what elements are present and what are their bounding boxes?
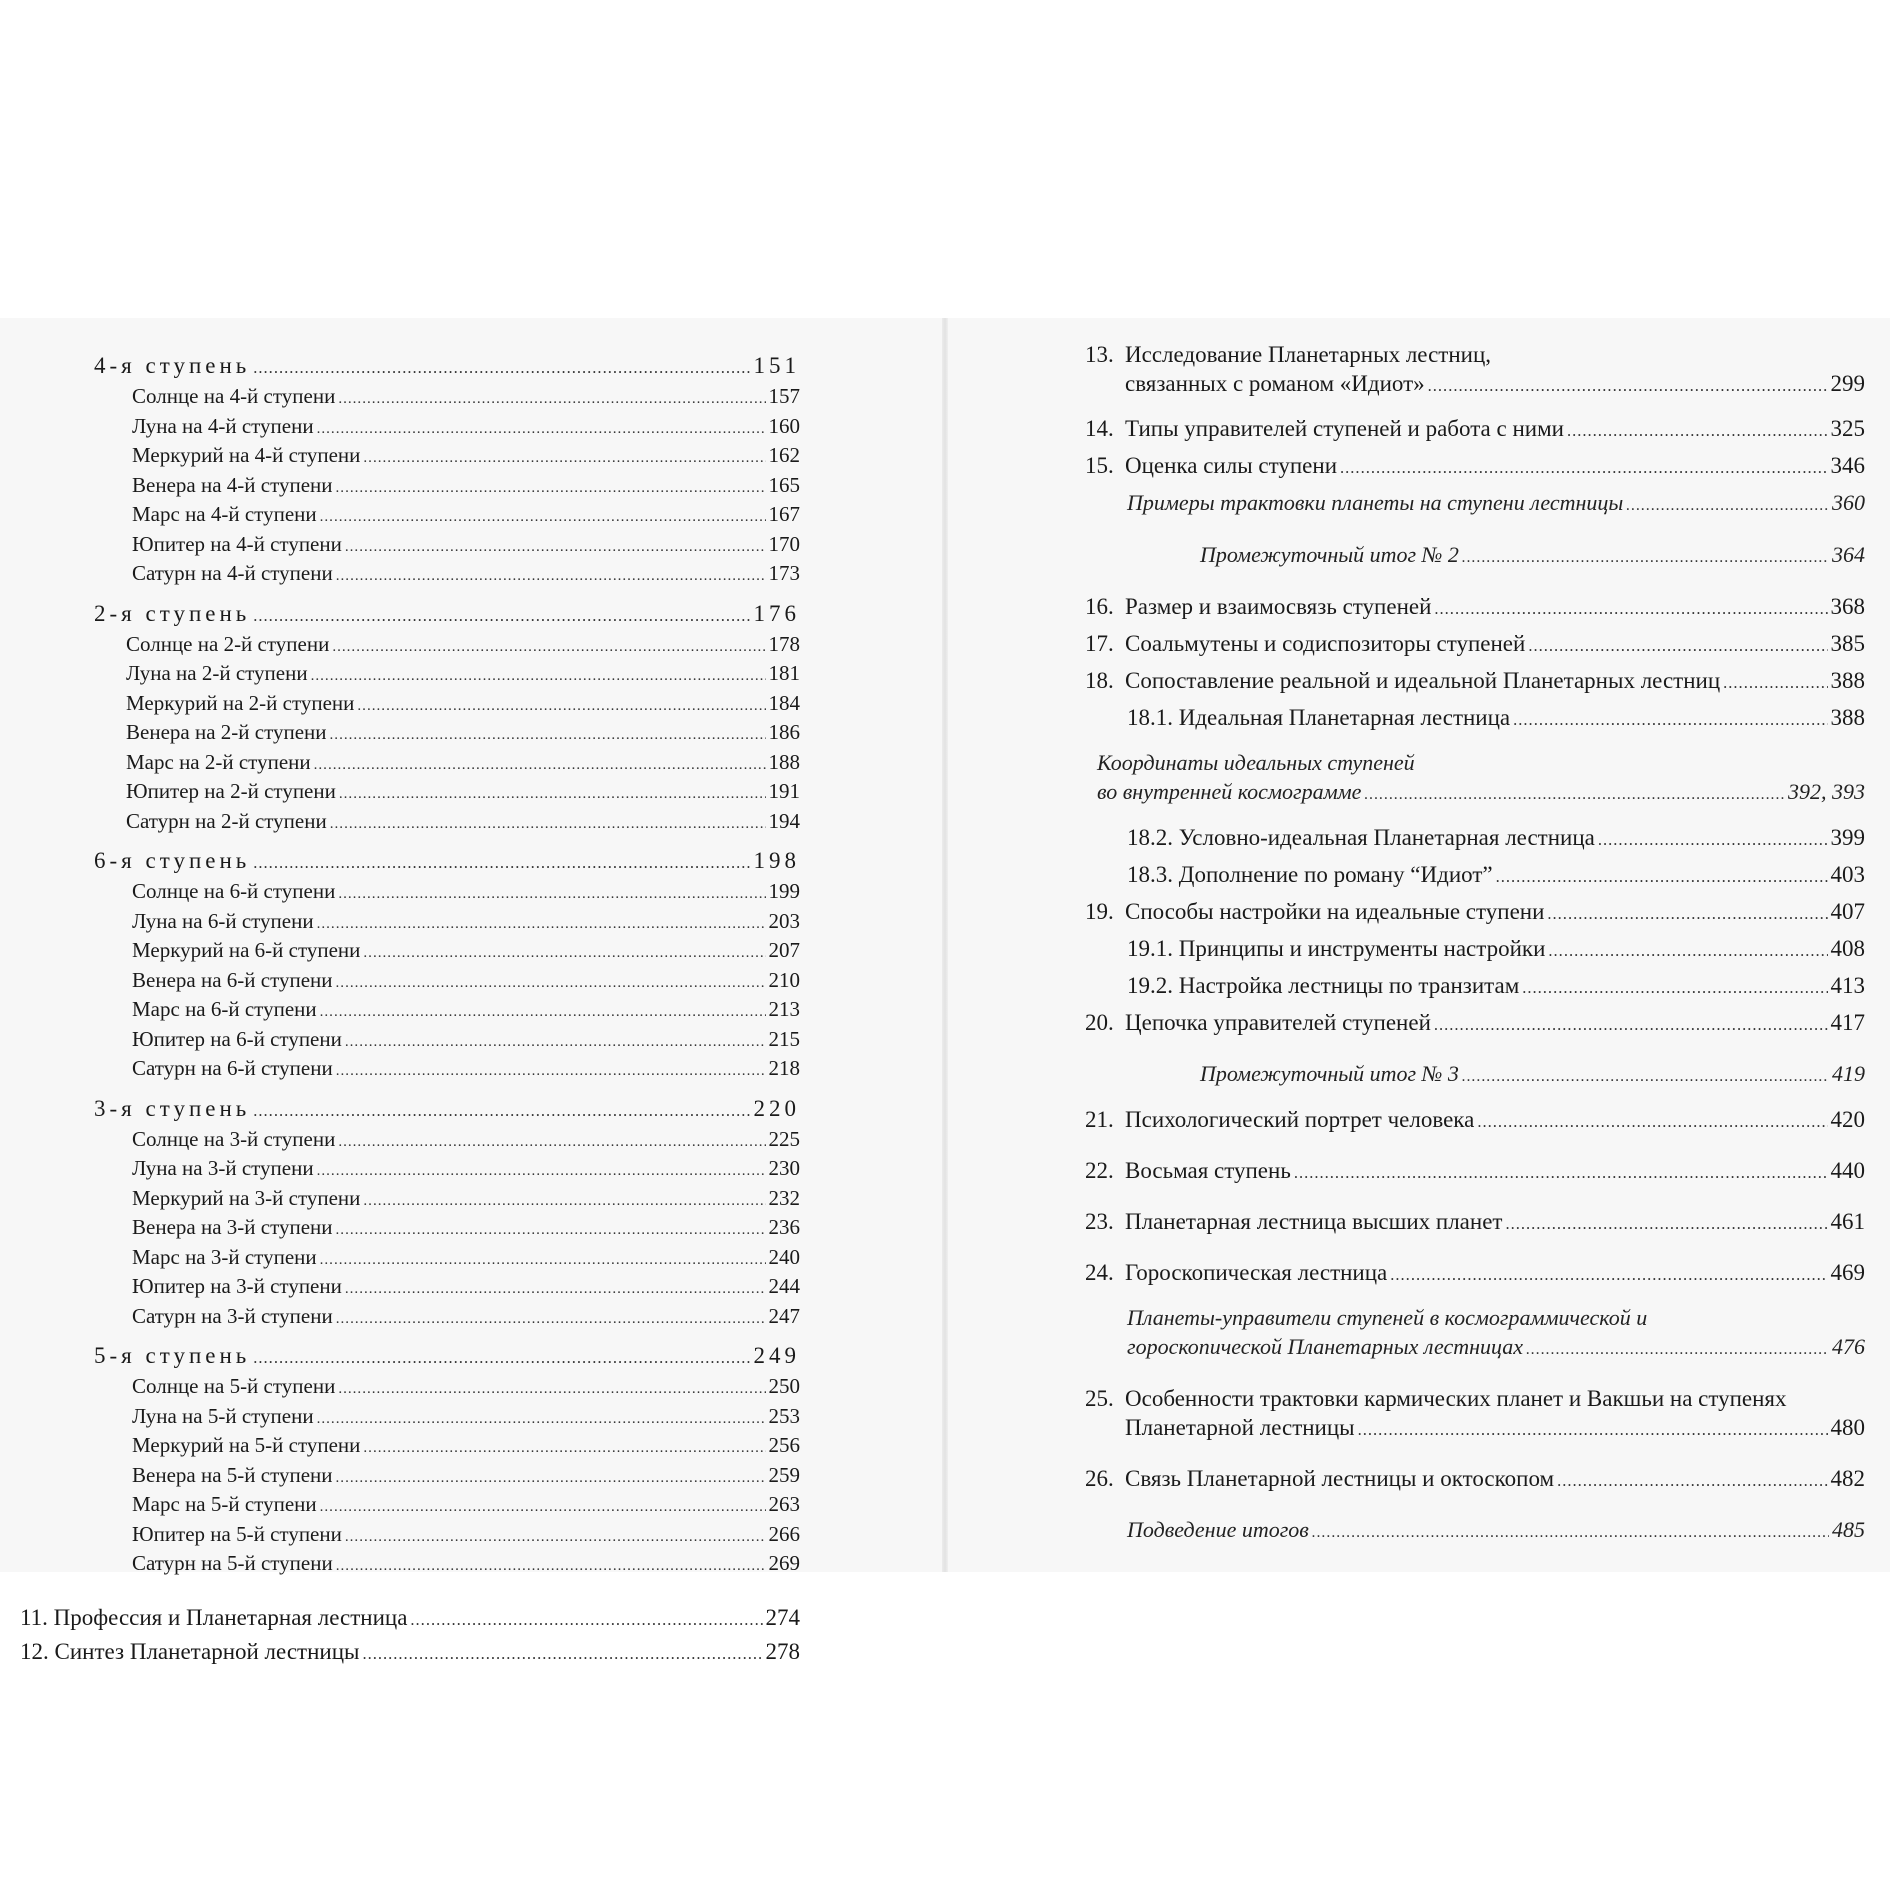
toc-chapter: 25. Особенности трактовки кармических планет и Вакшьи на ступенях Планетарной лестницы ..... 480: [1085, 1384, 1865, 1444]
toc-italic-entry: Подведение итогов ..... 485: [1085, 1515, 1865, 1547]
toc-item: Меркурий на 2-й ступени ..... 184: [126, 690, 800, 720]
toc-subchapter: 18.2. Условно-идеальная Планетарная лестница ..... 399: [1085, 823, 1865, 854]
toc-subchapter: 18.3. Дополнение по роману “Идиот” ..... 403: [1085, 860, 1865, 891]
toc-item: Юпитер на 5-й ступени ..... 266: [132, 1521, 800, 1551]
toc-item: Луна на 4-й ступени ..... 160: [132, 413, 800, 443]
toc-chapter: 18. Сопоставление реальной и идеальной Планетарных лестниц ..... 388: [1085, 666, 1865, 697]
toc-interim-summary: Промежуточный итог № 3 ..... 419: [1085, 1059, 1865, 1091]
toc-item: Сатурн на 2-й ступени ..... 194: [126, 808, 800, 838]
toc-item: Марс на 6-й ступени ..... 213: [132, 996, 800, 1026]
toc-item: Луна на 2-й ступени ..... 181: [126, 660, 800, 690]
toc-item: Марс на 2-й ступени ..... 188: [126, 749, 800, 779]
toc-chapter: 11. Профессия и Планетарная лестница ..... 274: [20, 1602, 800, 1636]
toc-item: Меркурий на 3-й ступени ..... 232: [132, 1185, 800, 1215]
toc-subchapter: 19.2. Настройка лестницы по транзитам ..... 413: [1085, 971, 1865, 1002]
toc-item: Сатурн на 5-й ступени ..... 269: [132, 1550, 800, 1580]
toc-chapter: 14. Типы управителей ступеней и работа с ними ..... 325: [1085, 414, 1865, 445]
toc-item: Сатурн на 3-й ступени ..... 247: [132, 1303, 800, 1333]
toc-item: Солнце на 5-й ступени ..... 250: [132, 1373, 800, 1403]
toc-item: Солнце на 2-й ступени ..... 178: [126, 631, 800, 661]
toc-heading: 2-я ступень ..... 176: [94, 598, 800, 631]
toc-heading: 6-я ступень ..... 198: [94, 845, 800, 878]
toc-chapter: 15. Оценка силы ступени ..... 346: [1085, 451, 1865, 482]
toc-italic-entry: Планеты-управители ступеней в космограммической и гороскопической Планетарных лестницах ..... 476: [1085, 1303, 1865, 1364]
toc-section-step-2: [20, 598, 800, 838]
book-gutter: [942, 318, 948, 1572]
toc-chapter: 20. Цепочка управителей ступеней ..... 417: [1085, 1008, 1865, 1039]
toc-item: Венера на 6-й ступени ..... 210: [132, 967, 800, 997]
toc-item: Солнце на 6-й ступени ..... 199: [132, 878, 800, 908]
toc-chapter: 24. Гороскопическая лестница ..... 469: [1085, 1258, 1865, 1289]
toc-item: Венера на 5-й ступени ..... 259: [132, 1462, 800, 1492]
toc-chapter: 12. Синтез Планетарной лестницы ..... 278: [20, 1636, 800, 1670]
toc-chapter: 21. Психологический портрет человека ..... 420: [1085, 1105, 1865, 1136]
toc-chapter: 16. Размер и взаимосвязь ступеней ..... 368: [1085, 592, 1865, 623]
toc-item: Луна на 6-й ступени ..... 203: [132, 908, 800, 938]
toc-item: Юпитер на 6-й ступени ..... 215: [132, 1026, 800, 1056]
toc-chapter: 19. Способы настройки на идеальные ступени ..... 407: [1085, 897, 1865, 928]
toc-item: Меркурий на 6-й ступени ..... 207: [132, 937, 800, 967]
toc-chapter: 17. Соальмутены и содиспозиторы ступеней ..... 385: [1085, 629, 1865, 660]
right-page: [1085, 340, 1865, 1547]
toc-item: Венера на 4-й ступени ..... 165: [132, 472, 800, 502]
toc-item: Марс на 3-й ступени ..... 240: [132, 1244, 800, 1274]
toc-italic-entry: Примеры трактовки планеты на ступени лестницы ..... 360: [1085, 488, 1865, 520]
toc-section-step-4: [20, 350, 800, 590]
toc-section-step-3: [20, 1093, 800, 1333]
toc-italic-entry: Координаты идеальных ступеней во внутренней космограмме ..... 392, 393: [1085, 748, 1865, 809]
toc-chapter: 13. Исследование Планетарных лестниц, связанных с романом «Идиот» ..... 299: [1085, 340, 1865, 400]
toc-heading: 3-я ступень ..... 220: [94, 1093, 800, 1126]
toc-chapter: 26. Связь Планетарной лестницы и октоскопом ..... 482: [1085, 1464, 1865, 1495]
toc-item: Юпитер на 4-й ступени ..... 170: [132, 531, 800, 561]
toc-item: Меркурий на 5-й ступени ..... 256: [132, 1432, 800, 1462]
toc-item: Солнце на 3-й ступени ..... 225: [132, 1126, 800, 1156]
toc-chapter: 22. Восьмая ступень ..... 440: [1085, 1156, 1865, 1187]
toc-subchapter: 18.1. Идеальная Планетарная лестница ..... 388: [1085, 703, 1865, 734]
toc-section-step-6: [20, 845, 800, 1085]
toc-item: Солнце на 4-й ступени ..... 157: [132, 383, 800, 413]
toc-section-step-5: [20, 1340, 800, 1580]
toc-item: Венера на 2-й ступени ..... 186: [126, 719, 800, 749]
toc-heading: 5-я ступень ..... 249: [94, 1340, 800, 1373]
toc-item: Марс на 4-й ступени ..... 167: [132, 501, 800, 531]
toc-heading: 4-я ступень ..... 151: [94, 350, 800, 383]
toc-item: Юпитер на 3-й ступени ..... 244: [132, 1273, 800, 1303]
toc-item: Сатурн на 4-й ступени ..... 173: [132, 560, 800, 590]
toc-item: Луна на 3-й ступени ..... 230: [132, 1155, 800, 1185]
toc-interim-summary: Промежуточный итог № 2 ..... 364: [1085, 540, 1865, 572]
toc-item: Сатурн на 6-й ступени ..... 218: [132, 1055, 800, 1085]
left-page: [20, 350, 800, 1670]
toc-chapter: 23. Планетарная лестница высших планет ..... 461: [1085, 1207, 1865, 1238]
toc-item: Венера на 3-й ступени ..... 236: [132, 1214, 800, 1244]
toc-item: Юпитер на 2-й ступени ..... 191: [126, 778, 800, 808]
toc-item: Марс на 5-й ступени ..... 263: [132, 1491, 800, 1521]
toc-item: Луна на 5-й ступени ..... 253: [132, 1403, 800, 1433]
toc-item: Меркурий на 4-й ступени ..... 162: [132, 442, 800, 472]
toc-subchapter: 19.1. Принципы и инструменты настройки ..... 408: [1085, 934, 1865, 965]
